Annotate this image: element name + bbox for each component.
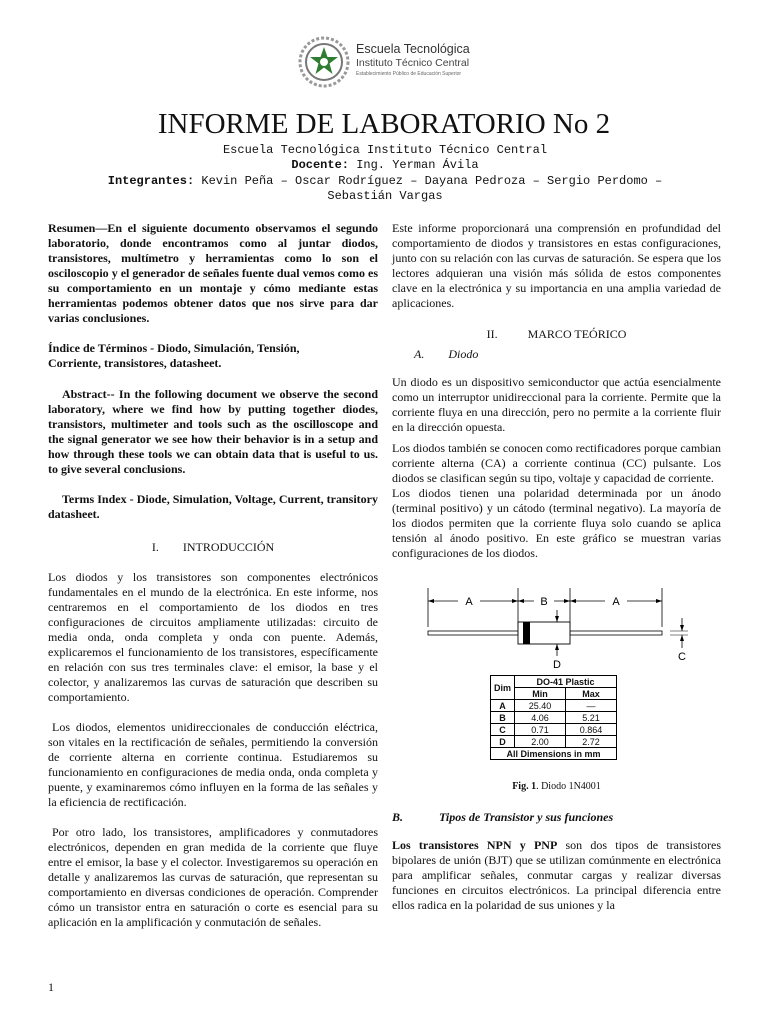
row-min: 0.71 — [515, 724, 566, 736]
logo-line-3: Establecimiento Público de Educación Superior — [356, 71, 462, 77]
figure-caption — [392, 781, 721, 792]
resumen-paragraph: Resumen—En el siguiente documento observamos el segundo laboratorio, donde encontramos como al juntar diodos, transistores, multímetro y herramientas como lo son el osciloscopio y el generador de señales fuente dual vemos como es su comportamiento en un montaje y cómo mediante estas herramientas podemos obtener datos que nos sirve para dar varias conclusiones. — [48, 221, 378, 325]
dim-label-c: C — [678, 651, 686, 663]
page-number: 1 — [48, 980, 54, 994]
row-max: — — [566, 700, 617, 712]
diodo-paragraph-1: Un diodo es un dispositivo semiconductor que actúa esencialmente como un interruptor unidireccional para la corriente. Permite que la corriente fluya en una dirección, pero no permite a la corriente fluir en la dirección opuesta. — [392, 375, 721, 434]
subsection-letter: B. — [392, 810, 404, 824]
institution-logo — [298, 36, 478, 88]
section-number: II. — [486, 327, 498, 341]
section-number: I. — [151, 540, 159, 554]
subsection-title: Diodo — [448, 347, 479, 361]
table-footer: All Dimensions in mm — [491, 748, 617, 760]
row-min: 2.00 — [515, 736, 566, 748]
subsection-title: Tipos de Transistor y sus funciones — [439, 810, 614, 824]
section-heading-marco-teorico — [392, 327, 721, 342]
cathode-band — [523, 622, 530, 644]
integrantes-line — [40, 174, 730, 189]
do41-dimension-table — [490, 675, 617, 760]
right-column-lower — [392, 810, 721, 913]
institution-line: Escuela Tecnológica Instituto Técnico Central — [222, 143, 548, 157]
docente-label: Docente: — [291, 158, 349, 172]
transistor-bold-lead: Los transistores NPN y PNP — [392, 838, 558, 852]
row-max: 2.72 — [566, 736, 617, 748]
row-dim: C — [491, 724, 515, 736]
table-header-min: Min — [515, 688, 566, 700]
table-row — [491, 700, 617, 712]
abstract-paragraph: Abstract-- In the following document we observe the second laboratory, where we find how by putting together diodes, transistors, multimeter and tools such as the oscilloscope and the signal generator we see how their behavior is in a setup and how through these tools we can obtain data that is useful to us. to give several conclusions. — [48, 387, 378, 476]
docente-line — [40, 158, 730, 173]
caption-text: . Diodo 1N4001 — [536, 781, 601, 792]
intro-paragraph-1: Los diodos y los transistores son componentes electrónicos fundamentales en el mundo de la electrónica. En este informe, nos centraremos en el comportamiento de los diodos en tres configuraciones de circuitos ampliamente utilizadas: circuito de media onda, onda completa y onda con puente. Además, explicaremos el funcionamiento de los transistores, específicamente en relación con sus tres terminales clave: el emisor, la base y el colector, y analizaremos las curvas de saturación que describen su comportamiento. — [48, 570, 378, 704]
table-header-max: Max — [566, 688, 617, 700]
integrantes-label: Integrantes: — [107, 174, 195, 188]
section-title: MARCO TEÓRICO — [527, 327, 627, 341]
section-title: INTRODUCCIÓN — [182, 540, 275, 554]
diodo-paragraph-2: Los diodos también se conocen como rectificadores porque cambian corriente alterna (CA) a corriente continua (CC) pulsante. Los diodos se clasifican según su tipo, voltaje y capacidad de corriente. — [392, 441, 721, 485]
terms-paragraph: Terms Index - Diode, Simulation, Voltage, Current, transitory datasheet. — [48, 492, 378, 521]
row-min: 4.06 — [515, 712, 566, 724]
transistor-text: son dos tipos de transistores bipolares de unión (BJT) que se utilizan comúnmente en electrónica para amplificar señales, conmutar cargas y realizar diversas funciones en circuitos electrónicos. La principal diferencia entre ellos radica en la polaridad de sus uniones y la — [392, 838, 721, 912]
integrantes-line-2: Sebastián Vargas — [327, 189, 443, 203]
row-dim: A — [491, 700, 515, 712]
row-dim: B — [491, 712, 515, 724]
diodo-paragraph-3: Los diodos tienen una polaridad determinada por un ánodo (terminal positivo) y un cátodo (terminal negativo). La mayoría de los diodos permiten que la corriente fluya solo cuando se aplica tensión al ánodo positivo. En este gráfico se muestran varias configuraciones de los diodos. — [392, 486, 721, 560]
subsection-heading-diodo — [392, 347, 721, 362]
integrantes-names: Kevin Peña – Oscar Rodríguez – Dayana Pedroza – Sergio Perdomo – — [201, 174, 663, 188]
subsection-heading-transistores — [392, 810, 721, 825]
transistor-paragraph — [392, 838, 721, 913]
dim-label-a-right: A — [612, 596, 620, 608]
caption-label: Fig. 1 — [512, 781, 537, 792]
left-column — [48, 221, 378, 930]
right-intro-paragraph: Este informe proporcionará una comprensión en profundidad del comportamiento de diodos y transistores en estas configuraciones, junto con su relación con las curvas de saturación. Se espera que los lectores adquieran una visión más sólida de estos componentes clave en la electrónica y su importancia en una amplia variedad de aplicaciones. — [392, 221, 721, 310]
diode-figure — [420, 582, 700, 762]
section-heading-introduccion — [48, 540, 378, 555]
diode-diagram — [420, 582, 700, 677]
subsection-letter: A. — [414, 347, 425, 361]
table-header-package: DO-41 Plastic — [515, 676, 617, 688]
indice-paragraph: Índice de Términos - Diodo, Simulación, Tensión, Corriente, transistores, datasheet. — [48, 341, 300, 370]
dim-label-a-left: A — [465, 596, 473, 608]
logo-line-1: Escuela Tecnológica — [356, 42, 470, 56]
intro-paragraph-3: Por otro lado, los transistores, amplificadores y conmutadores electrónicos, dependen en gran medida de la corriente que fluye entre el emisor, la base y el colector. Investigaremos su operación en detalle y analizaremos las curvas de saturación, que representan su comportamiento en diversas condiciones de operación. Comprender cómo un transistor entra en saturación o corte es esencial para su aplicación en la amplificación y conmutación de señales. — [48, 825, 378, 929]
right-column — [392, 221, 721, 561]
table-row — [491, 724, 617, 736]
table-row — [491, 712, 617, 724]
docente-value: Ing. Yerman Ávila — [356, 158, 479, 172]
row-min: 25.40 — [515, 700, 566, 712]
dim-label-d: D — [553, 659, 561, 671]
intro-paragraph-2: Los diodos, elementos unidireccionales de conducción eléctrica, son vitales en la rectificación de señales, permitiendo la conversión de corriente alterna en corriente continua. Estudiaremos su funcionamiento en configuraciones de media onda, onda completa y puente, y examinaremos cómo influyen en la forma de las señales y la eficiencia de rectificación. — [48, 720, 378, 809]
row-dim: D — [491, 736, 515, 748]
row-max: 0.864 — [566, 724, 617, 736]
dim-label-b: B — [540, 596, 548, 608]
report-title: INFORME DE LABORATORIO No 2 — [157, 108, 611, 140]
logo-line-2: Instituto Técnico Central — [356, 57, 470, 69]
table-header-dim: Dim — [491, 676, 515, 700]
row-max: 5.21 — [566, 712, 617, 724]
table-row — [491, 736, 617, 748]
gear-emblem-icon — [298, 36, 350, 88]
